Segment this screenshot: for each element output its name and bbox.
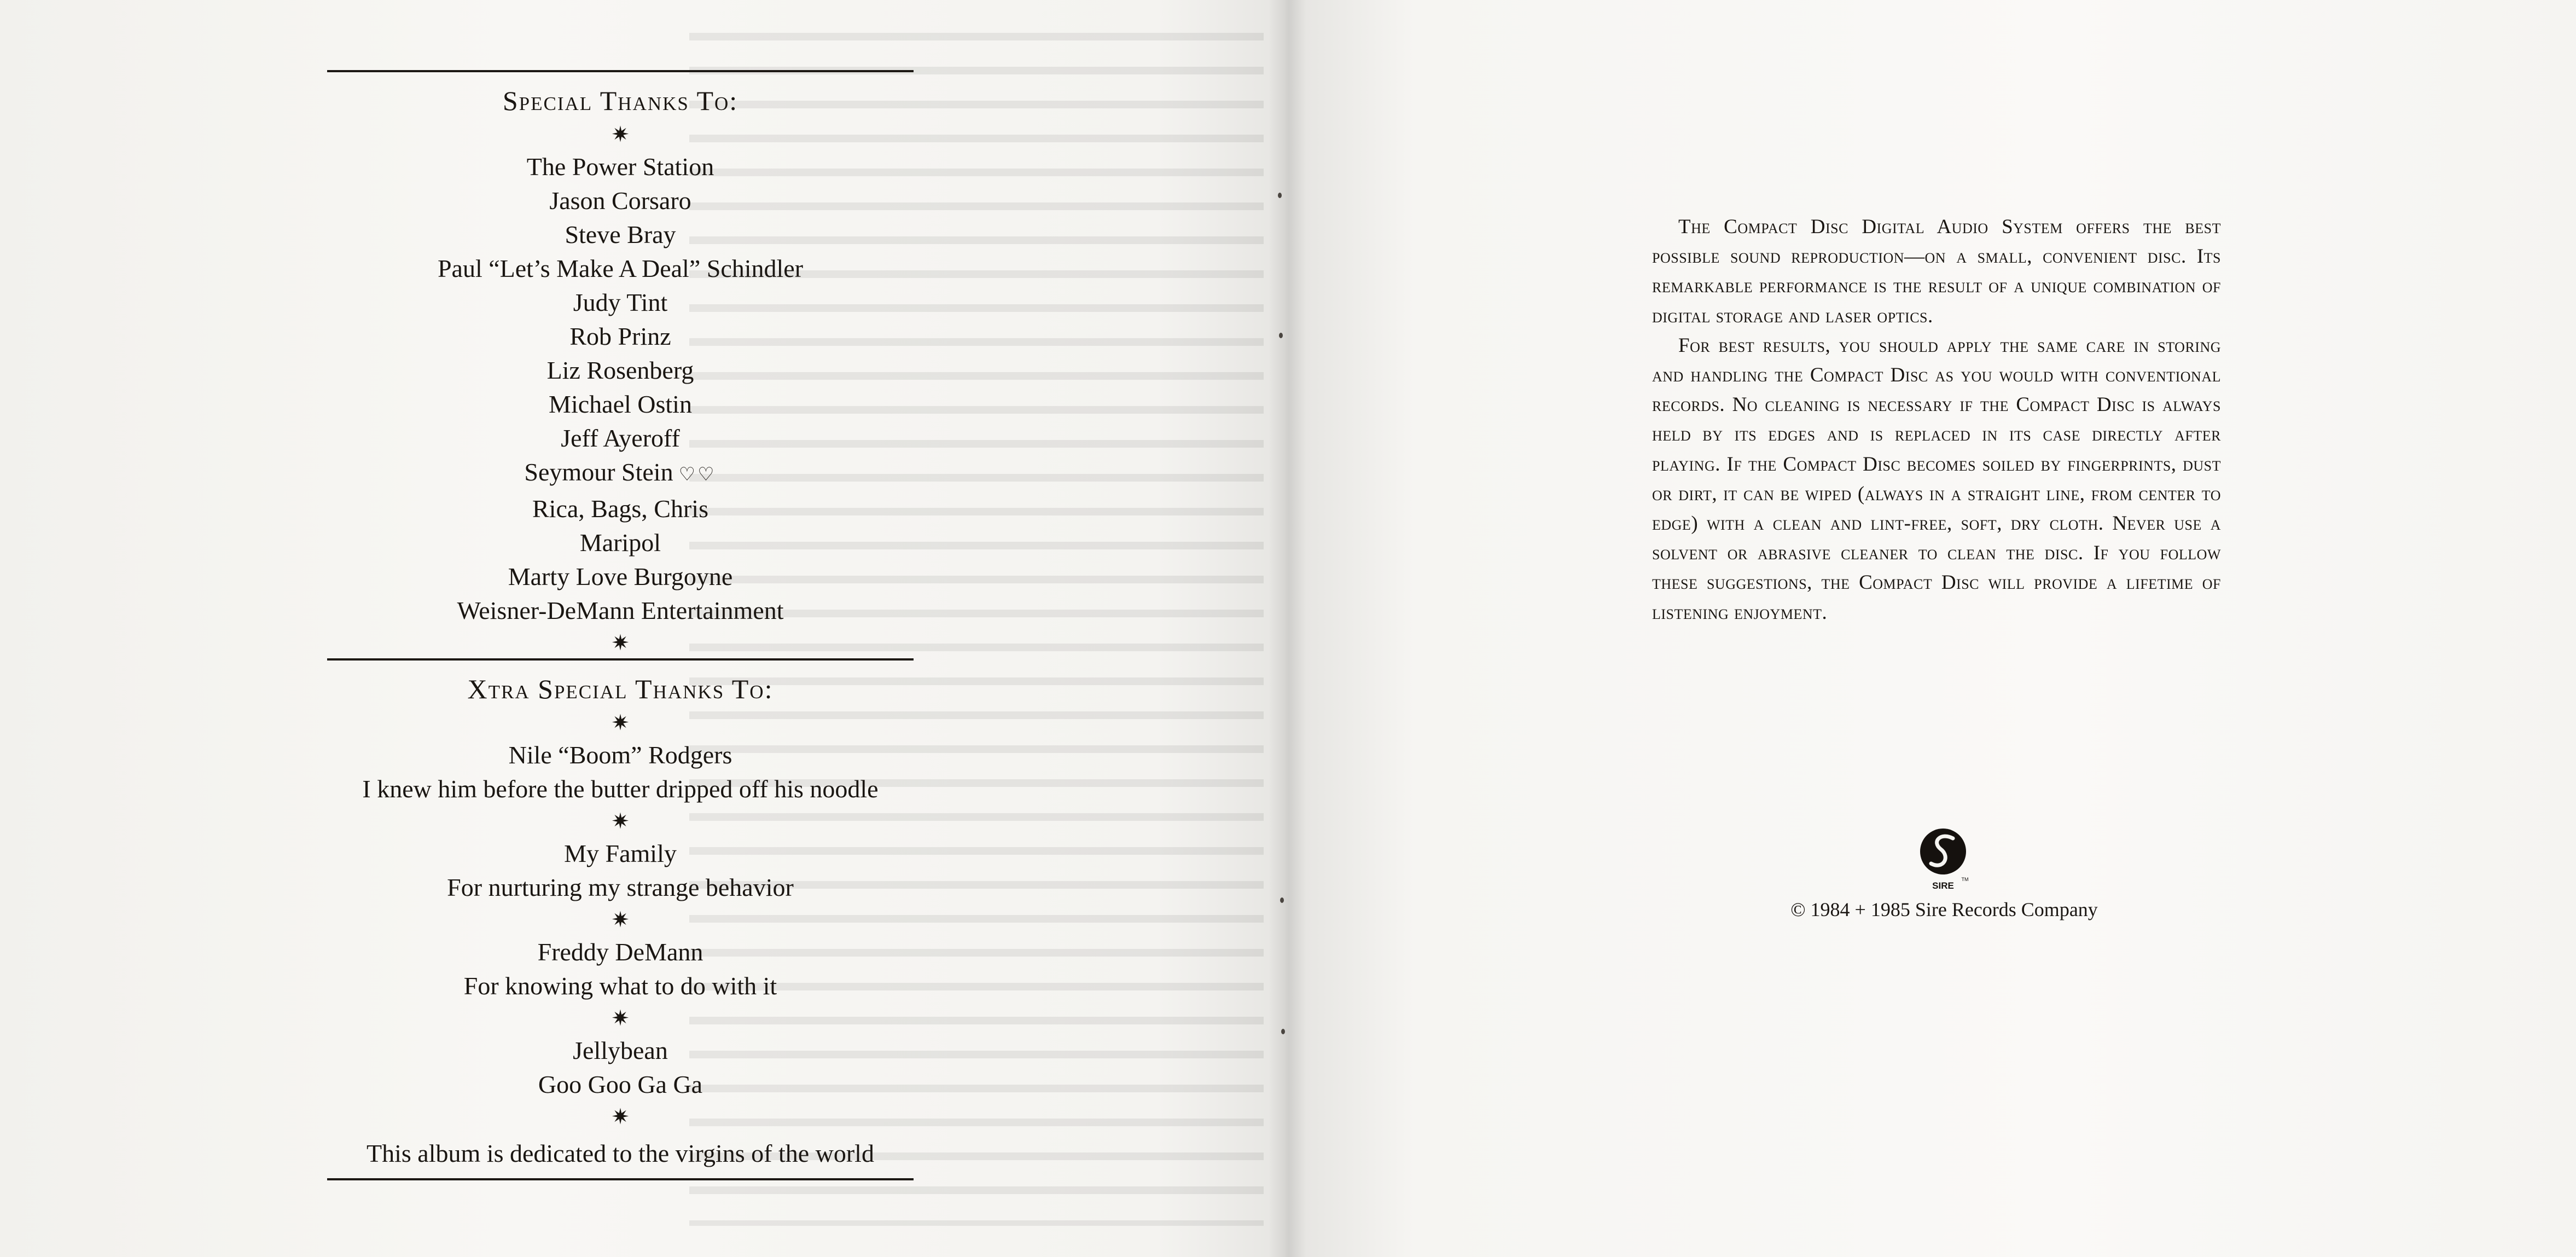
thanks-name: Rica, Bags, Chris xyxy=(532,495,708,523)
thanks-name: Jeff Ayeroff xyxy=(561,424,680,452)
sire-logo xyxy=(1919,827,1967,897)
sire-logo-text: SIRE xyxy=(1932,881,1954,891)
staple-mark xyxy=(1279,333,1283,338)
star-separator: ✷ xyxy=(611,122,630,147)
thanks-name: Liz Rosenberg xyxy=(546,356,694,384)
thanks-section xyxy=(327,70,914,1180)
heart-icon: ♡♡ xyxy=(678,465,717,485)
bottom-rule xyxy=(327,1178,914,1180)
thanks-name: The Power Station xyxy=(526,153,714,181)
thanks-name: Jason Corsaro xyxy=(549,187,691,215)
xtra-note: For nurturing my strange behavior xyxy=(447,873,794,901)
star-separator: ✷ xyxy=(611,907,630,932)
thanks-name: Weisner-DeMann Entertainment xyxy=(457,596,784,624)
cd-care-notice xyxy=(1652,212,2221,628)
xtra-entry xyxy=(327,738,914,806)
copyright-line: © 1984 + 1985 Sire Records Company xyxy=(1790,899,2098,920)
xtra-name: Freddy DeMann xyxy=(537,938,703,966)
thanks-name-with-hearts xyxy=(327,455,914,492)
xtra-thanks-heading: Xtra Special Thanks To: xyxy=(467,674,774,704)
special-thanks-heading: Special Thanks To: xyxy=(502,85,739,116)
xtra-entry xyxy=(327,837,914,905)
thanks-name: Steve Bray xyxy=(565,221,676,248)
xtra-entry xyxy=(327,1034,914,1102)
thanks-name: Michael Ostin xyxy=(549,390,692,418)
star-separator: ✷ xyxy=(611,1104,630,1129)
booklet-spine xyxy=(1268,0,1306,1257)
star-separator: ✷ xyxy=(611,1006,630,1030)
xtra-note: For knowing what to do with it xyxy=(463,972,777,1000)
thanks-name: Judy Tint xyxy=(573,288,668,316)
star-separator: ✷ xyxy=(611,710,630,735)
thanks-name: Marty Love Burgoyne xyxy=(508,563,733,590)
top-rule xyxy=(327,70,914,72)
dedication: This album is dedicated to the virgins of the world xyxy=(367,1139,874,1167)
xtra-note: I knew him before the butter dripped off his noodle xyxy=(362,775,879,803)
staple-mark xyxy=(1280,897,1284,903)
thanks-name: Maripol xyxy=(579,529,661,557)
thanks-name: Rob Prinz xyxy=(569,322,671,350)
xtra-name: My Family xyxy=(564,839,677,867)
sire-logo-icon xyxy=(1919,827,1972,894)
special-thanks-list xyxy=(327,150,914,628)
thanks-name: Seymour Stein xyxy=(524,458,673,486)
thanks-name: Paul “Let’s Make A Deal” Schindler xyxy=(437,254,804,282)
staple-mark xyxy=(1278,193,1282,198)
xtra-name: Jellybean xyxy=(573,1036,668,1064)
cd-notice-paragraph: For best results, you should apply the same care in storing and handling the Compact Disc as you would with conventional records. No cleaning is necessary if the Compact Disc is always held by its edges and is replaced in its case directly after playing. If the Compact Disc becomes soiled by fingerprints, dust or dirt, it can be wiped (always in a straight line, from center to edge) with a clean and lint-free, soft, dry cloth. Never use a solvent or abrasive cleaner to clean the disc. If you follow these suggestions, the Compact Disc will provide a lifetime of listening enjoyment. xyxy=(1652,334,2221,624)
cd-notice-paragraph: The Compact Disc Digital Audio System offers the best possible sound reproduction—on a small, convenient disc. Its remarkable performance is the result of a unique combination of digital storage and laser optics. xyxy=(1652,216,2221,327)
xtra-name: Nile “Boom” Rodgers xyxy=(508,741,732,769)
star-separator: ✷ xyxy=(611,809,630,833)
staple-mark xyxy=(1281,1029,1285,1034)
xtra-entry xyxy=(327,935,914,1003)
trademark-mark: TM xyxy=(1961,877,1969,882)
xtra-note: Goo Goo Ga Ga xyxy=(538,1070,703,1098)
star-separator: ✷ xyxy=(611,630,630,655)
middle-rule xyxy=(327,658,914,661)
right-page xyxy=(1286,0,2576,1257)
